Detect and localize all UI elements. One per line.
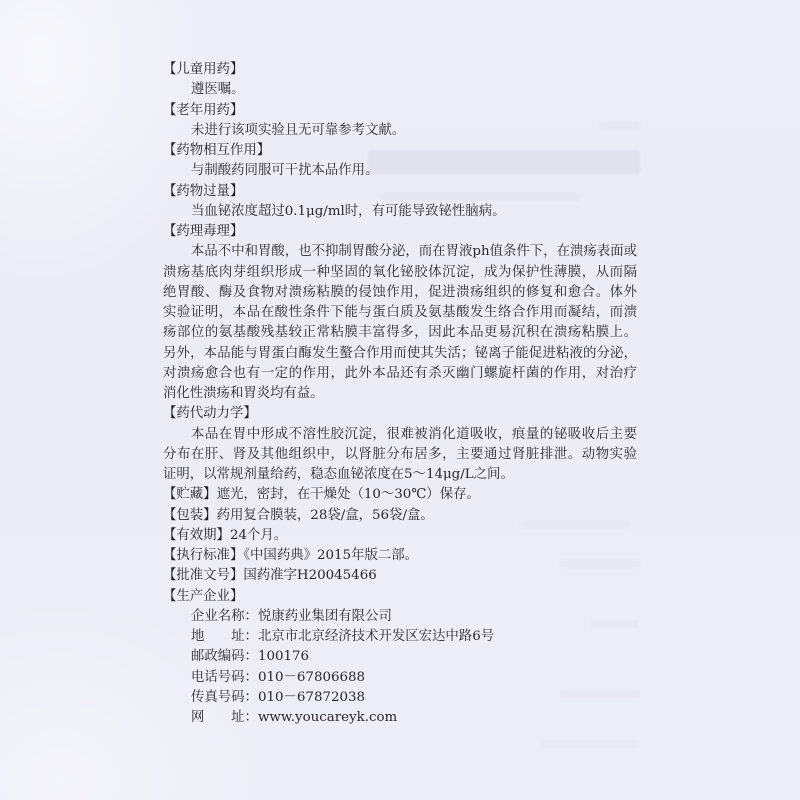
field-label: 电话号码： xyxy=(191,669,258,685)
section-storage xyxy=(163,485,637,505)
field-label: 邮政编码： xyxy=(191,649,258,665)
section-text: 《中国药典》2015年版二部。 xyxy=(243,548,419,563)
section-text: 当血铋浓度超过0.1μg/ml时，有可能导致铋性脑病。 xyxy=(191,203,506,219)
section-text: 24个月。 xyxy=(229,527,288,543)
field-value: www.youcareyk.com xyxy=(257,710,398,725)
manufacturer-postcode-row xyxy=(163,647,637,667)
manufacturer-name-row xyxy=(163,607,637,627)
manufacturer-website-row xyxy=(163,708,637,728)
field-value: 100176 xyxy=(257,649,310,665)
manufacturer-fax-row xyxy=(163,688,637,708)
field-value: 010－67806688 xyxy=(257,669,366,685)
section-heading-pharmacology: 【药理毒理】 xyxy=(163,224,244,239)
section-heading-elderly: 【老年用药】 xyxy=(163,102,244,118)
section-heading-expiry: 【有效期】 xyxy=(163,527,230,543)
field-label: 网 址： xyxy=(191,710,258,725)
field-value: 北京市北京经济技术开发区宏达中路6号 xyxy=(257,629,495,644)
section-heading-interactions: 【药物相互作用】 xyxy=(163,143,271,158)
paragraph-line: 另外，本品能与胃蛋白酶发生螯合作用而使其失活；铋离子能促进粘液的分泌， xyxy=(163,345,637,361)
paragraph-line: 溃疡基底肉芽组织形成一种坚固的氧化铋胶体沉淀，成为保护性薄膜，从而隔 xyxy=(163,264,637,280)
field-label: 地 址： xyxy=(191,629,258,644)
section-text: 未进行该项实验且无可靠参考文献。 xyxy=(191,122,406,138)
manufacturer-address-row xyxy=(163,627,637,647)
field-value: 010－67872038 xyxy=(257,689,366,705)
section-text: 国药准字H20045466 xyxy=(243,568,377,584)
paragraph-line: 消化性溃疡和胃炎均有益。 xyxy=(163,386,324,401)
field-label: 企业名称： xyxy=(191,608,258,624)
section-heading-manufacturer: 【生产企业】 xyxy=(163,588,244,604)
section-text: 遵医嘱。 xyxy=(191,82,245,98)
paragraph-line: 对溃疡愈合也有一定的作用，此外本品还有杀灭幽门螺旋杆菌的作用，对治疗 xyxy=(163,365,637,381)
show-through-shadow xyxy=(540,740,640,748)
paragraph-line: 分布在肝、肾及其他组织中，以肾脏分布居多，主要通过肾脏排泄。动物实验 xyxy=(163,446,637,462)
section-packaging xyxy=(163,506,637,526)
section-heading-storage: 【贮藏】 xyxy=(163,487,217,503)
field-label: 传真号码： xyxy=(191,689,258,705)
paragraph-line: 本品不中和胃酸，也不抑制胃酸分泌，而在胃液ph值条件下，在溃疡表面或 xyxy=(191,244,637,260)
section-expiry xyxy=(163,526,637,546)
field-value: 悦康药业集团有限公司 xyxy=(257,608,392,624)
section-heading-approval: 【批准文号】 xyxy=(163,568,244,584)
paragraph-line: 本品在胃中形成不溶性胶沉淀，很难被消化道吸收，痕量的铋吸收后主要 xyxy=(191,426,637,442)
manufacturer-phone-row xyxy=(163,668,637,688)
section-standard xyxy=(163,546,637,566)
section-heading-overdose: 【药物过量】 xyxy=(163,183,244,199)
paragraph-line: 绝胃酸、酶及食物对溃疡粘膜的侵蚀作用，促进溃疡组织的修复和愈合。体外 xyxy=(163,284,637,300)
section-text: 药用复合膜装，28袋/盒，56袋/盒。 xyxy=(216,507,434,523)
section-approval xyxy=(163,566,637,586)
section-heading-children: 【儿童用药】 xyxy=(163,62,244,77)
insert-body xyxy=(163,60,637,728)
paragraph-line: 证明，以常规剂量给药，稳态血铋浓度在5～14μg/L之间。 xyxy=(163,467,514,482)
section-heading-standard: 【执行标准】 xyxy=(163,548,244,563)
section-heading-pharmacokinetics: 【药代动力学】 xyxy=(163,406,257,422)
section-heading-packaging: 【包装】 xyxy=(163,507,217,523)
section-text: 遮光，密封，在干燥处（10～30℃）保存。 xyxy=(216,487,480,503)
paragraph-line: 疡部位的氨基酸残基较正常粘膜丰富得多，因此本品更易沉积在溃疡粘膜上。 xyxy=(163,325,637,341)
paragraph-line: 实验证明，本品在酸性条件下能与蛋白质及氨基酸发生络合作用而凝结，而溃 xyxy=(163,305,637,320)
section-text: 与制酸药同服可干扰本品作用。 xyxy=(191,163,379,179)
